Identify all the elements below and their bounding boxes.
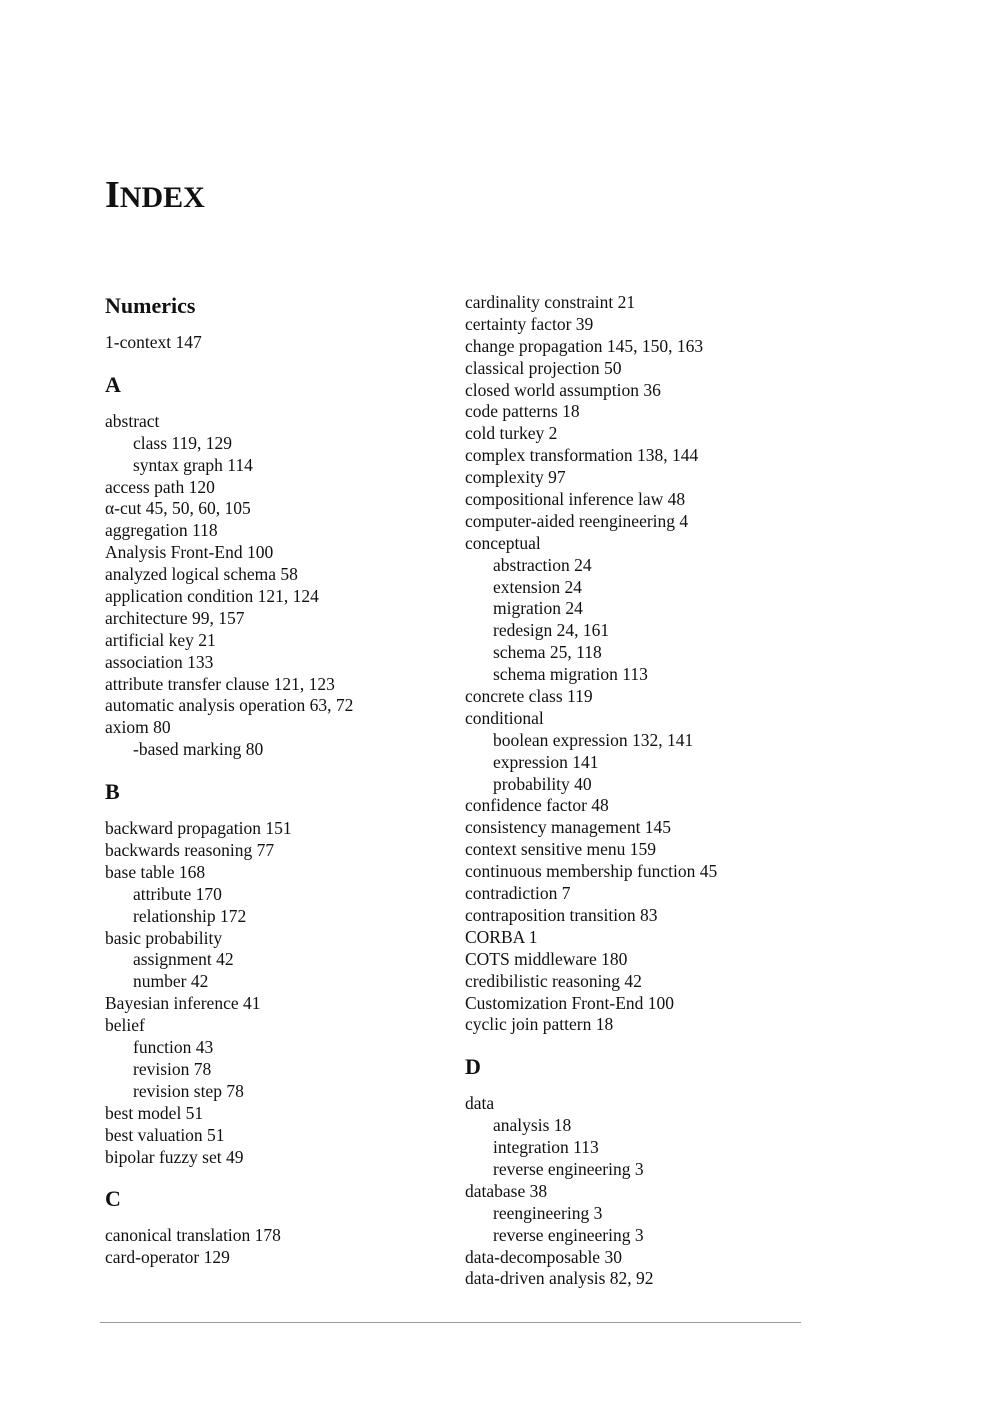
index-entry: cold turkey 2	[465, 423, 558, 444]
index-entry: data-driven analysis 82, 92	[465, 1268, 654, 1289]
index-entry: CORBA 1	[465, 926, 538, 947]
index-subentry: -based marking 80	[133, 739, 264, 760]
index-entry: association 133	[105, 651, 214, 672]
index-entry: best valuation 51	[105, 1124, 225, 1145]
heading-spacer	[105, 320, 445, 332]
heading-spacer	[105, 399, 445, 411]
index-entry: analyzed logical schema 58	[105, 564, 298, 585]
section-heading: A	[105, 371, 121, 397]
index-entry: complex transformation 138, 144	[465, 445, 699, 466]
index-entry: computer-aided reengineering 4	[465, 510, 689, 531]
section-heading: B	[105, 779, 120, 805]
index-entry: belief	[105, 1015, 145, 1036]
index-entry: basic probability	[105, 927, 223, 948]
index-subentry: boolean expression 132, 141	[493, 729, 694, 750]
index-subentry: syntax graph 114	[133, 454, 253, 475]
index-entry: access path 120	[105, 476, 215, 497]
page-title	[105, 176, 205, 214]
index-entry: credibilistic reasoning 42	[465, 970, 642, 991]
index-subentry: analysis 18	[493, 1115, 572, 1136]
index-subentry: extension 24	[493, 576, 582, 597]
index-subentry: revision 78	[133, 1058, 212, 1079]
heading-spacer	[105, 806, 445, 818]
index-entry: concrete class 119	[465, 686, 593, 707]
index-subentry: schema migration 113	[493, 664, 648, 685]
index-entry: backward propagation 151	[105, 818, 292, 839]
index-entry: axiom 80	[105, 717, 171, 738]
index-entry: COTS middleware 180	[465, 948, 628, 969]
index-entry: α-cut 45, 50, 60, 105	[105, 498, 251, 519]
index-entry: base table 168	[105, 861, 206, 882]
index-subentry: function 43	[133, 1037, 214, 1058]
index-entry: change propagation 145, 150, 163	[465, 335, 704, 356]
index-entry: code patterns 18	[465, 401, 580, 422]
index-entry: certainty factor 39	[465, 313, 594, 334]
heading-spacer	[465, 1081, 805, 1093]
index-entry: best model 51	[105, 1102, 204, 1123]
index-entry: abstract	[105, 410, 160, 431]
index-entry: complexity 97	[465, 467, 566, 488]
index-subentry: probability 40	[493, 773, 592, 794]
index-subentry: attribute 170	[133, 883, 222, 904]
index-subentry: schema 25, 118	[493, 642, 602, 663]
index-entry: 1-context 147	[105, 332, 202, 352]
page-title-initial: I	[105, 174, 120, 216]
index-entry: context sensitive menu 159	[465, 839, 657, 860]
index-entry: artificial key 21	[105, 629, 216, 650]
index-subentry: class 119, 129	[133, 432, 232, 453]
index-entry: consistency management 145	[465, 817, 672, 838]
index-subentry: reverse engineering 3	[493, 1158, 644, 1179]
section-spacer	[465, 1036, 805, 1053]
index-entry: canonical translation 178	[105, 1225, 281, 1246]
index-entry: contraposition transition 83	[465, 904, 658, 925]
index-subentry: relationship 172	[133, 905, 247, 926]
index-subentry: abstraction 24	[493, 554, 592, 575]
heading-spacer	[105, 1213, 445, 1225]
index-entry: Customization Front-End 100	[465, 992, 675, 1013]
index-entry: architecture 99, 157	[105, 607, 245, 628]
section-spacer	[105, 354, 445, 371]
index-column-left	[105, 292, 445, 1269]
index-subentry: redesign 24, 161	[493, 620, 610, 641]
index-entry: bipolar fuzzy set 49	[105, 1146, 244, 1167]
index-entry: closed world assumption 36	[465, 379, 661, 400]
index-entry: aggregation 118	[105, 520, 218, 541]
index-subentry: assignment 42	[133, 949, 234, 970]
index-entry: cardinality constraint 21	[465, 292, 636, 312]
index-entry: cyclic join pattern 18	[465, 1014, 614, 1035]
index-entry: data-decomposable 30	[465, 1246, 622, 1267]
index-entry: continuous membership function 45	[465, 861, 718, 882]
section-spacer	[105, 761, 445, 778]
index-entry: database 38	[465, 1180, 548, 1201]
page-title-rest: NDEX	[119, 181, 205, 214]
section-heading: C	[105, 1186, 121, 1212]
index-subentry: integration 113	[493, 1137, 599, 1158]
index-subentry: migration 24	[493, 598, 583, 619]
index-entry: compositional inference law 48	[465, 489, 686, 510]
index-entry: Bayesian inference 41	[105, 993, 261, 1014]
footer-rule	[100, 1322, 801, 1323]
index-entry: attribute transfer clause 121, 123	[105, 673, 335, 694]
index-entry: conceptual	[465, 532, 541, 553]
section-heading: Numerics	[105, 293, 196, 318]
section-heading: D	[465, 1054, 481, 1080]
index-column-right	[465, 292, 805, 1290]
index-subentry: expression 141	[493, 751, 599, 772]
index-subentry: revision step 78	[133, 1080, 244, 1101]
index-subentry: reverse engineering 3	[493, 1224, 644, 1245]
index-entry: Analysis Front-End 100	[105, 542, 274, 563]
index-entry: data	[465, 1093, 495, 1114]
index-entry: conditional	[465, 707, 544, 728]
index-entry: automatic analysis operation 63, 72	[105, 695, 354, 716]
index-entry: contradiction 7	[465, 883, 571, 904]
index-entry: classical projection 50	[465, 357, 622, 378]
index-entry: backwards reasoning 77	[105, 840, 275, 861]
index-subentry: reengineering 3	[493, 1202, 603, 1223]
index-entry: card-operator 129	[105, 1247, 230, 1268]
index-entry: application condition 121, 124	[105, 586, 319, 607]
index-subentry: number 42	[133, 971, 209, 992]
index-entry: confidence factor 48	[465, 795, 609, 816]
section-spacer	[105, 1168, 445, 1185]
